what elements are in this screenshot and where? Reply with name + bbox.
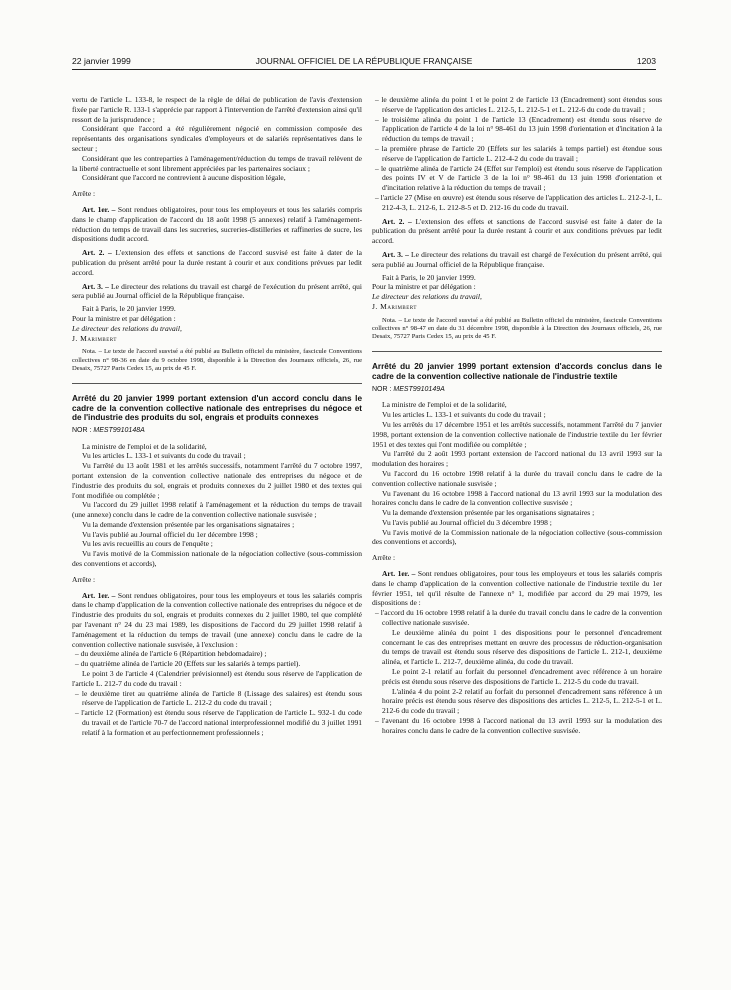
list-item: – le deuxième alinéa du point 1 et le point 2 de l'article 13 (Encadrement) sont étendus sous réserve de l'application des articles L. 212-5, L. 212-5-1 et L. 212-6 du code du travail ;: [372, 95, 662, 115]
paragraph: Considérant que les contreparties à l'aménagement/réduction du temps de travail relèvent de la liberté contractuelle et sont librement appréciées par les partenaires sociaux ;: [72, 153, 362, 173]
article-text: Le directeur des relations du travail est chargé de l'exécution du présent arrêté, qui sera publié au Journal officiel de la République française.: [72, 281, 362, 301]
section-divider: [372, 351, 662, 352]
provision-list: [372, 608, 662, 628]
list-item: – du quatrième alinéa de l'article 20 (Effets sur les salariés à temps partiel).: [72, 659, 362, 669]
paragraph: Le point 2-1 relatif au forfait du personnel d'encadrement avec référence à un horaire précis est étendu sous réserve des dispositions de l'article L. 212-5 du code du travail.: [382, 667, 662, 686]
list-item: – la première phrase de l'article 20 (Effets sur les salariés à temps partiel) est étendue sous réserve de l'application de l'article L. 212-4-2 du code du travail ;: [372, 144, 662, 164]
reserve-list: [72, 689, 362, 738]
list-item: – le troisième alinéa du point 1 de l'article 13 (Encadrement) est étendu sous réserve de l'application de l'article 4 de la loi n° 98-461 du 13 juin 1998 d'orientation et d'incitation à la réduction du temps de travail ;: [372, 115, 662, 144]
article-2: [372, 217, 662, 246]
list-item: – l'avenant du 16 octobre 1998 à l'accord national du 13 avril 1993 sur la modulation des horaires conclu dans le cadre de la convention collective susvisée.: [372, 716, 662, 736]
paragraph: Considérant que l'accord a été régulièrement négocié en commission composée des représentants des organisations syndicales d'employeurs et de salariés représentatives dans le secteur ;: [72, 124, 362, 153]
list-item: – du deuxième alinéa de l'article 6 (Répartition hebdomadaire) ;: [72, 649, 362, 659]
nor-code: MEST9910149A: [393, 385, 445, 393]
reserve-list: [372, 95, 662, 213]
nota: Nota. – Le texte de l'accord susvisé a été publié au Bulletin officiel du ministère, fascicule Conventions collectives n° 98-47 en date du 31 décembre 1998, disponible à la Direction des Journaux officiels, 26, rue Desaix, 75727 Paris Cedex 15, au prix de 45 F.: [372, 316, 662, 341]
paragraph: Vu la demande d'extension présentée par les organisations signataires ;: [382, 508, 595, 518]
article-2: [72, 248, 362, 277]
page-header: [72, 56, 656, 70]
paragraph: La ministre de l'emploi et de la solidarité,: [82, 441, 207, 451]
paragraph: Vu l'avis publié au Journal officiel du 3 décembre 1998 ;: [382, 517, 552, 527]
signature-title: Le directeur des relations du travail,: [372, 292, 482, 302]
list-item: – l'accord du 16 octobre 1998 relatif à la durée du travail conclu dans le cadre de la convention collective nationale susvisée.: [372, 608, 662, 628]
nor-code: MESТ9910148A: [93, 426, 145, 434]
article-label: Art. 3. –: [382, 249, 409, 259]
paragraph: Vu les avis recueillis au cours de l'enquête ;: [82, 539, 213, 549]
signature-date: Fait à Paris, le 20 janvier 1999.: [82, 304, 176, 314]
paragraph: Vu l'arrêté du 13 août 1981 et les arrêtés successifs, notamment l'arrêté du 7 octobre 1997, portant extension de la convention collective nationale des entreprises du négoce et de l'industrie des produits du sol, engrais et produits connexes du 2 juillet 1980 et des textes qui l'ont modifiée ou complétée ;: [72, 461, 362, 500]
signatory-name: J. Marimbert: [372, 301, 417, 311]
arrete-title: Arrêté du 20 janvier 1999 portant extension d'accords conclus dans le cadre de la convention collective nationale de l'industrie textile: [372, 362, 662, 381]
signatory-name: J. Marimbert: [72, 333, 117, 343]
article-label: Art. 2. –: [382, 216, 412, 226]
paragraph: La ministre de l'emploi et de la solidarité,: [382, 400, 507, 410]
paragraph: Vu les articles L. 133-1 et suivants du code du travail ;: [382, 410, 546, 420]
signature-date: Fait à Paris, le 20 janvier 1999.: [382, 272, 476, 282]
paragraph: vertu de l'article L. 133-8, le respect de la règle de délai de publication de l'avis d'extension fixée par l'article R. 133-1 s'apprécie par rapport à l'intervention de l'arrêté d'extension ainsi qu'il ressort de la jurisprudence ;: [72, 95, 362, 124]
list-item: – le quatrième alinéa de l'article 24 (Effet sur l'emploi) est étendu sous réserve de l'application des points IV et V de l'article 3 de la loi n° 98-461 du 13 juin 1998 d'orientation et d'incitation relative à la réduction du temps de travail ;: [372, 164, 662, 193]
paragraph: Vu l'avenant du 16 octobre 1998 à l'accord national du 13 avril 1993 sur la modulation des horaires conclu dans le cadre de la convention collective susvisée ;: [372, 488, 662, 508]
list-item: – l'article 27 (Mise en œuvre) est étendu sous réserve de l'application des articles L. 212-2-1, L. 212-4-3, L. 212-6, L. 212-8-5 et D. 212-16 du code du travail.: [372, 193, 662, 213]
article-label: Art. 1er. –: [82, 590, 116, 600]
provision-list: [372, 716, 662, 736]
page-number: 1203: [636, 56, 656, 66]
right-column: [372, 95, 662, 736]
paragraph: Vu les articles L. 133-1 et suivants du code du travail ;: [82, 451, 246, 461]
article-label: Art. 1er. –: [382, 569, 416, 579]
arrete-heading: Arrête :: [72, 574, 96, 584]
article-text: Sont rendues obligatoires, pour tous les employeurs et tous les salariés compris dans le champ d'application de la convention collective nationale de l'industrie textile du 1er février 1951, tel qu'il résulte de l'annexe n° 1, modifiée par accord du 29 mai 1979, les dispositions de :: [372, 569, 662, 608]
paragraph: Vu l'avis motivé de la Commission nationale de la négociation collective (sous-commission des conventions et accords),: [72, 549, 362, 569]
exclusion-list: [72, 649, 362, 669]
section-divider: [72, 383, 362, 384]
issue-date: 22 janvier 1999: [72, 56, 131, 66]
arrete-heading: Arrête :: [372, 553, 396, 563]
list-item: – l'article 12 (Formation) est étendu sous réserve de l'application de l'article L. 932-1 du code du travail et de l'article 70-7 de l'accord national interprofessionnel modifié du 3 juillet 1991 relatif à la formation et au perfectionnement professionnels ;: [72, 708, 362, 737]
article-label: Art. 3. –: [82, 281, 109, 291]
article-3: [72, 282, 362, 302]
paragraph: Vu l'accord du 16 octobre 1998 relatif à la durée du travail conclu dans le cadre de la convention collective nationale susvisée ;: [372, 468, 662, 488]
article-1: [72, 591, 362, 650]
article-1: [372, 569, 662, 608]
paragraph: Vu les arrêtés du 17 décembre 1951 et les arrêtés successifs, notamment l'arrêté du 7 janvier 1998, portant extension de la convention collective nationale de l'industrie textile du 1er février 1951 et des textes qui l'ont modifiée ou complétée ;: [372, 419, 662, 449]
article-label: Art. 2. –: [82, 248, 112, 258]
nor-reference: [372, 385, 662, 395]
paragraph: L'alinéa 4 du point 2-2 relatif au forfait du personnel d'encadrement sans référence à un horaire précis est étendu sous réserve des dispositions des articles L. 212-5, L. 212-5-1 et L. 212-6 du code du travail ;: [382, 686, 662, 716]
paragraph: Le point 3 de l'article 4 (Calendrier prévisionnel) est étendu sous réserve de l'application de l'article L. 212-7 du code du travail :: [72, 669, 362, 688]
nor-label: NOR :: [372, 385, 392, 393]
article-text: Sont rendues obligatoires, pour tous les employeurs et tous les salariés compris dans le champ d'application de la convention collective nationale des entreprises du négoce et de l'industrie des produits du sol, engrais et produits connexes du 2 juillet 1980, tel que complété par l'avenant n° 24 du 23 mai 1989, les dispositions de l'accord du 29 juillet 1998 relatif à l'aménagement et la réduction du temps de travail (une annexe) conclu dans le cadre de la convention collective nationale susvisée, à l'exclusion :: [72, 590, 362, 649]
paragraph: Vu l'arrêté du 2 août 1993 portant extension de l'accord national du 13 avril 1993 sur la modulation des horaires ;: [372, 449, 662, 469]
nor-reference: [72, 426, 362, 436]
signature-title: Le directeur des relations du travail,: [72, 323, 182, 333]
arrete-title: Arrêté du 20 janvier 1999 portant extension d'un accord conclu dans le cadre de la convention collective nationale des entreprises du négoce et de l'industrie des produits du sol, engrais et produits connexes: [72, 393, 362, 423]
article-label: Art. 1er. –: [82, 204, 116, 214]
paragraph: Vu la demande d'extension présentée par les organisations signataires ;: [82, 519, 295, 529]
arrete-heading: Arrête :: [72, 189, 96, 199]
header-rule: [72, 69, 656, 70]
nota: Nota. – Le texte de l'accord susvisé a été publié au Bulletin officiel du ministère, fascicule Conventions collectives n° 98-36 en date du 9 octobre 1998, disponible à la Direction des Journaux officiels, 26, rue Desaix, 75727 Paris Cedex 15, au prix de 45 F.: [72, 348, 362, 372]
article-1: [72, 205, 362, 244]
signature-line: Pour la ministre et par délégation :: [72, 313, 176, 323]
paragraph: Considérant que l'accord ne contrevient à aucune disposition légale,: [82, 173, 286, 183]
paragraph: Vu l'accord du 29 juillet 1998 relatif à l'aménagement et la réduction du temps de travail (une annexe) conclu dans le cadre de la convention collective nationale susvisée ;: [72, 500, 362, 520]
article-text: Sont rendues obligatoires, pour tous les employeurs et tous les salariés compris dans le champ d'application de l'accord du 18 août 1998 (5 annexes) relatif à l'aménagement-réduction du temps de travail dans les sucreries, sucreries-distilleries et raffineries de sucre, les dispositions dudit accord.: [72, 204, 362, 244]
list-item: – le deuxième tiret au quatrième alinéa de l'article 8 (Lissage des salaires) est étendu sous réserve de l'application de l'article L. 212-2 du code du travail ;: [72, 689, 362, 709]
article-3: [372, 250, 662, 270]
signature-line: Pour la ministre et par délégation :: [372, 282, 476, 292]
article-text: L'extension des effets et sanctions de l'accord susvisé est faite à dater de la publication du présent arrêté pour la durée restant à courir et aux conditions prévues par ledit accord.: [72, 248, 363, 277]
article-text: L'extension des effets et sanctions de l'accord susvisé est faite à dater de la publication du présent arrêté pour la durée restant à courir et aux conditions prévues par ledit accord.: [372, 216, 663, 246]
paragraph: Vu l'avis motivé de la Commission nationale de la négociation collective (sous-commission des conventions et accords),: [372, 527, 662, 547]
journal-title: JOURNAL OFFICIEL DE LA RÉPUBLIQUE FRANÇAISE: [255, 56, 473, 66]
paragraph: Le deuxième alinéa du point 1 des dispositions pour le personnel d'encadrement concernant le cas des entreprises mettant en œuvre des processus de réduction-organisation du temps de travail est étendu sous réserve des dispositions de l'article L. 212-1, deuxième alinéa, et l'article L. 212-7, deuxième alinéa, du code du travail.: [382, 627, 662, 667]
article-text: Le directeur des relations du travail est chargé de l'exécution du présent arrêté, qui sera publié au Journal officiel de la République française.: [372, 249, 662, 269]
nor-label: NOR :: [72, 426, 92, 434]
left-column: [72, 95, 362, 738]
paragraph: Vu l'avis publié au Journal officiel du 1er décembre 1998 ;: [82, 529, 258, 539]
